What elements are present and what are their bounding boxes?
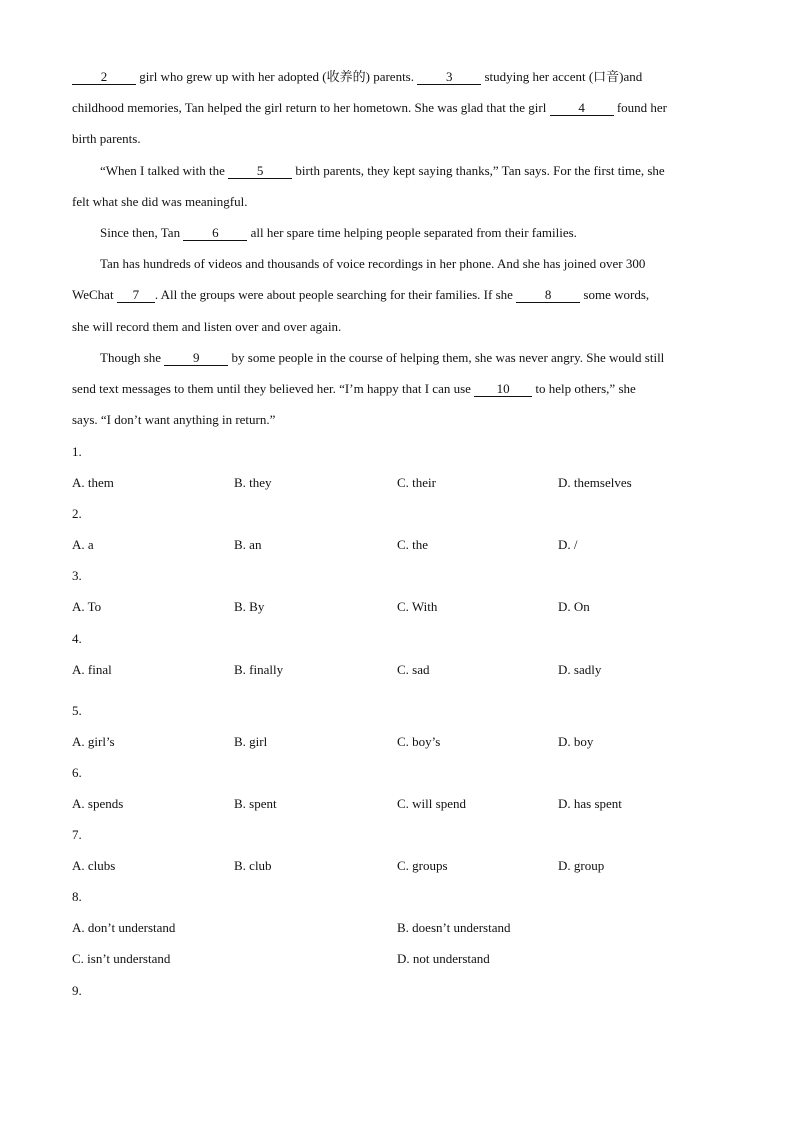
passage-line: she will record them and listen over and over again. bbox=[72, 318, 342, 334]
passage-text: . All the groups were about people searching for their families. If she bbox=[154, 287, 517, 303]
option-c[interactable]: C. sad bbox=[397, 661, 430, 677]
option-c[interactable]: C. isn’t understand bbox=[72, 951, 171, 967]
option-d[interactable]: D. boy bbox=[558, 733, 594, 749]
question-number: 9. bbox=[72, 982, 82, 998]
option-b[interactable]: B. doesn’t understand bbox=[397, 920, 511, 936]
option-b[interactable]: B. By bbox=[234, 599, 265, 615]
option-d[interactable]: D. group bbox=[558, 858, 605, 874]
passage-line: felt what she did was meaningful. bbox=[72, 193, 248, 209]
passage-line: Tan has hundreds of videos and thousands of voice recordings in her phone. And she has joined over 300 bbox=[100, 256, 646, 272]
option-c[interactable]: C. With bbox=[397, 599, 438, 615]
options-row bbox=[72, 788, 722, 819]
option-d[interactable]: D. themselves bbox=[558, 475, 632, 491]
option-b[interactable]: B. girl bbox=[234, 733, 268, 749]
passage-text: birth parents, they kept saying thanks,” Tan says. For the first time, she bbox=[292, 162, 665, 178]
blank-3: 3 bbox=[417, 70, 481, 85]
blank-6: 6 bbox=[183, 226, 247, 241]
options-row bbox=[72, 850, 722, 881]
blank-9: 9 bbox=[164, 351, 228, 366]
option-b[interactable]: B. an bbox=[234, 537, 262, 553]
question-number: 5. bbox=[72, 702, 82, 718]
passage-text: Since then, Tan bbox=[100, 224, 184, 240]
passage-text: girl who grew up with her adopted (收养的) parents. bbox=[136, 69, 418, 84]
option-a[interactable]: A. don’t understand bbox=[72, 920, 176, 936]
question-number: 8. bbox=[72, 889, 82, 905]
passage-text: studying her accent (口音)and bbox=[481, 69, 643, 84]
passage-text: all her spare time helping people separated from their families. bbox=[247, 224, 577, 240]
passage-text: found her bbox=[613, 100, 668, 116]
option-a[interactable]: A. To bbox=[72, 599, 102, 615]
option-d[interactable]: D. has spent bbox=[558, 795, 622, 811]
options-row bbox=[72, 467, 722, 498]
passage-text: childhood memories, Tan helped the girl return to her hometown. She was glad that the girl bbox=[72, 100, 550, 116]
blank-10: 10 bbox=[474, 382, 532, 397]
options-row bbox=[72, 654, 722, 695]
option-c[interactable]: C. their bbox=[397, 475, 436, 491]
option-d[interactable]: D. sadly bbox=[558, 661, 602, 677]
option-d[interactable]: D. / bbox=[558, 537, 578, 553]
option-a[interactable]: A. a bbox=[72, 537, 94, 553]
option-b[interactable]: B. spent bbox=[234, 795, 277, 811]
passage-text: some words, bbox=[580, 287, 650, 303]
cloze-passage bbox=[72, 61, 722, 435]
passage-line bbox=[72, 92, 722, 123]
options-row bbox=[72, 912, 722, 943]
option-a[interactable]: A. clubs bbox=[72, 858, 116, 874]
option-d[interactable]: D. not understand bbox=[397, 951, 490, 967]
options-row bbox=[72, 726, 722, 757]
option-c[interactable]: C. boy’s bbox=[397, 733, 441, 749]
question-number: 7. bbox=[72, 827, 82, 843]
option-d[interactable]: D. On bbox=[558, 599, 590, 615]
option-a[interactable]: A. final bbox=[72, 661, 112, 677]
passage-text: by some people in the course of helping them, she was never angry. She would still bbox=[228, 349, 665, 365]
passage-line bbox=[72, 61, 722, 92]
option-a[interactable]: A. girl’s bbox=[72, 733, 115, 749]
passage-line bbox=[72, 373, 722, 404]
question-number: 3. bbox=[72, 568, 82, 584]
passage-text: send text messages to them until they believed her. “I’m happy that I can use bbox=[72, 380, 475, 396]
passage-line bbox=[72, 342, 722, 373]
options-row bbox=[72, 943, 722, 974]
question-number: 2. bbox=[72, 506, 82, 522]
options-row bbox=[72, 591, 722, 622]
question-number: 6. bbox=[72, 764, 82, 780]
option-b[interactable]: B. finally bbox=[234, 661, 284, 677]
option-a[interactable]: A. them bbox=[72, 475, 114, 491]
passage-line bbox=[72, 217, 722, 248]
option-a[interactable]: A. spends bbox=[72, 795, 124, 811]
passage-text: WeChat bbox=[72, 287, 117, 303]
question-number: 4. bbox=[72, 630, 82, 646]
options-row bbox=[72, 529, 722, 560]
option-c[interactable]: C. the bbox=[397, 537, 429, 553]
passage-line bbox=[72, 279, 722, 310]
question-number: 1. bbox=[72, 444, 82, 459]
passage-text: to help others,” she bbox=[532, 380, 636, 396]
question-list bbox=[72, 436, 722, 1006]
option-b[interactable]: B. they bbox=[234, 475, 272, 491]
passage-line: birth parents. bbox=[72, 131, 141, 147]
option-c[interactable]: C. groups bbox=[397, 858, 448, 874]
passage-text: Though she bbox=[100, 349, 165, 365]
blank-5: 5 bbox=[228, 164, 292, 179]
passage-text: “When I talked with the bbox=[100, 162, 229, 178]
passage-line: says. “I don’t want anything in return.” bbox=[72, 412, 276, 428]
blank-2: 2 bbox=[72, 70, 136, 85]
option-c[interactable]: C. will spend bbox=[397, 795, 466, 811]
passage-line bbox=[72, 155, 722, 186]
blank-7: 7 bbox=[117, 288, 155, 303]
blank-4: 4 bbox=[550, 101, 614, 116]
blank-8: 8 bbox=[516, 288, 580, 303]
option-b[interactable]: B. club bbox=[234, 858, 272, 874]
